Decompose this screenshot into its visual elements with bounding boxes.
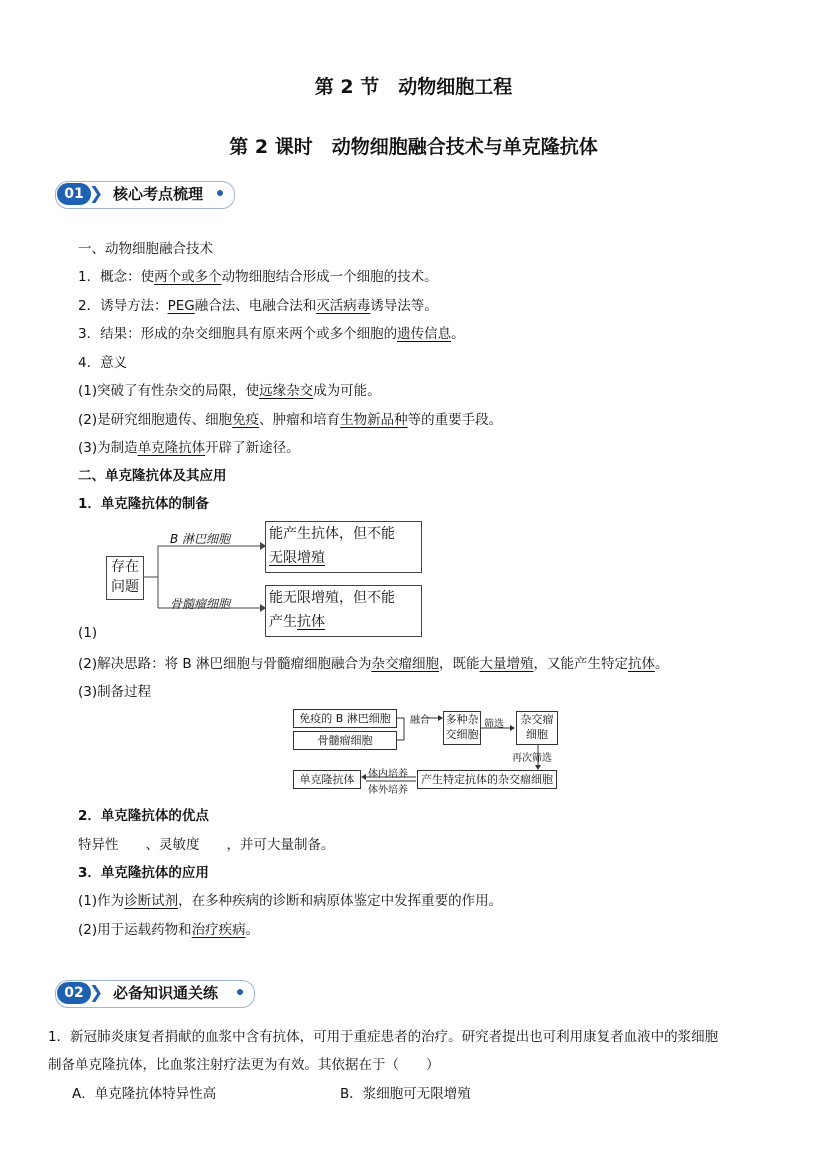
- significance-1: (1)突破了有性杂交的局限，使远缘杂交成为可能。: [78, 383, 381, 399]
- prep-heading: 1．单克隆抗体的制备: [78, 496, 209, 512]
- applications-heading: 3．单克隆抗体的应用: [78, 865, 209, 881]
- flow-myeloma: 骨髓瘤细胞: [293, 731, 397, 750]
- flow-screen-label: 筛选: [484, 719, 504, 730]
- application-2: (2)用于运载药物和治疗疾病。: [78, 922, 260, 938]
- lesson-title: 第 2 课时 动物细胞融合技术与单克隆抗体: [229, 136, 598, 158]
- significance-2: (2)是研究细胞遗传、细胞免疫、肿瘤和培育生物新品种等的重要手段。: [78, 412, 503, 428]
- application-1: (1)作为诊断试剂，在多种疾病的诊断和病原体鉴定中发挥重要的作用。: [78, 893, 503, 909]
- question-1-line1: 1．新冠肺炎康复者捐献的血浆中含有抗体，可用于重症患者的治疗。研究者提出也可利用康复者血液中的浆细胞: [48, 1029, 719, 1045]
- problem-box: 存在问题: [106, 556, 144, 600]
- b-cell-box: 能产生抗体，但不能 无限增殖: [265, 521, 422, 573]
- advantages-heading: 2．单克隆抗体的优点: [78, 808, 209, 824]
- arrow-label-b-cell: B 淋巴细胞: [170, 532, 231, 546]
- dot-icon: [237, 989, 243, 995]
- flow-specific-hybridoma: 产生特定抗体的杂交瘤细胞: [417, 770, 557, 789]
- arrow-label-myeloma: 骨髓瘤细胞: [170, 597, 231, 611]
- option-a[interactable]: A．单克隆抗体特异性高: [72, 1086, 217, 1102]
- flow-rescreen-label: 再次筛选: [512, 753, 552, 764]
- myeloma-box: 能无限增殖，但不能 产生抗体: [265, 585, 422, 637]
- flow-hybridoma: 杂交瘤细胞: [516, 711, 558, 745]
- chevron-right-icon: ❯: [89, 983, 104, 1003]
- concept-line: 1．概念：使两个或多个动物细胞结合形成一个细胞的技术。: [78, 269, 438, 285]
- flow-immune-b-cell: 免疫的 B 淋巴细胞: [293, 709, 397, 728]
- flow-hybrid-cells: 多种杂交细胞: [443, 711, 481, 745]
- flow-in-vitro-label: 体外培养: [368, 785, 408, 796]
- solution-line: (2)解决思路：将 B 淋巴细胞与骨髓瘤细胞融合为杂交瘤细胞，既能大量增殖，又能产生特定抗体。: [78, 656, 669, 672]
- induction-line: 2．诱导方法：PEG融合法、电融合法和灭活病毒诱导法等。: [78, 298, 438, 314]
- chevron-right-icon: ❯: [89, 184, 104, 204]
- banner-label: 必备知识通关练: [113, 984, 219, 1002]
- heading-cell-fusion: 一、动物细胞融合技术: [78, 241, 213, 257]
- heading-monoclonal: 二、单克隆抗体及其应用: [78, 468, 227, 484]
- flow-fuse-label: 融合: [410, 715, 430, 726]
- result-line: 3．结果：形成的杂交细胞具有原来两个或多个细胞的遗传信息。: [78, 326, 465, 342]
- option-b[interactable]: B．浆细胞可无限增殖: [340, 1086, 471, 1102]
- flow-in-vivo-label: 体内培养: [368, 769, 408, 780]
- flow-monoclonal-antibody: 单克隆抗体: [293, 770, 361, 789]
- section-title: 第 2 节 动物细胞工程: [314, 76, 513, 98]
- point-1: (1): [78, 625, 98, 641]
- banner-number: 02: [57, 982, 91, 1004]
- advantages-line: 特异性 、灵敏度 ，并可大量制备。: [78, 837, 335, 853]
- significance-3: (3)为制造单克隆抗体开辟了新途径。: [78, 440, 300, 456]
- question-1-line2: 制备单克隆抗体，比血浆注射疗法更为有效。其依据在于（ ）: [48, 1057, 440, 1073]
- banner-label: 核心考点梳理: [113, 185, 204, 203]
- significance-heading: 4．意义: [78, 355, 128, 371]
- banner-number: 01: [57, 183, 91, 205]
- process-heading: (3)制备过程: [78, 684, 152, 700]
